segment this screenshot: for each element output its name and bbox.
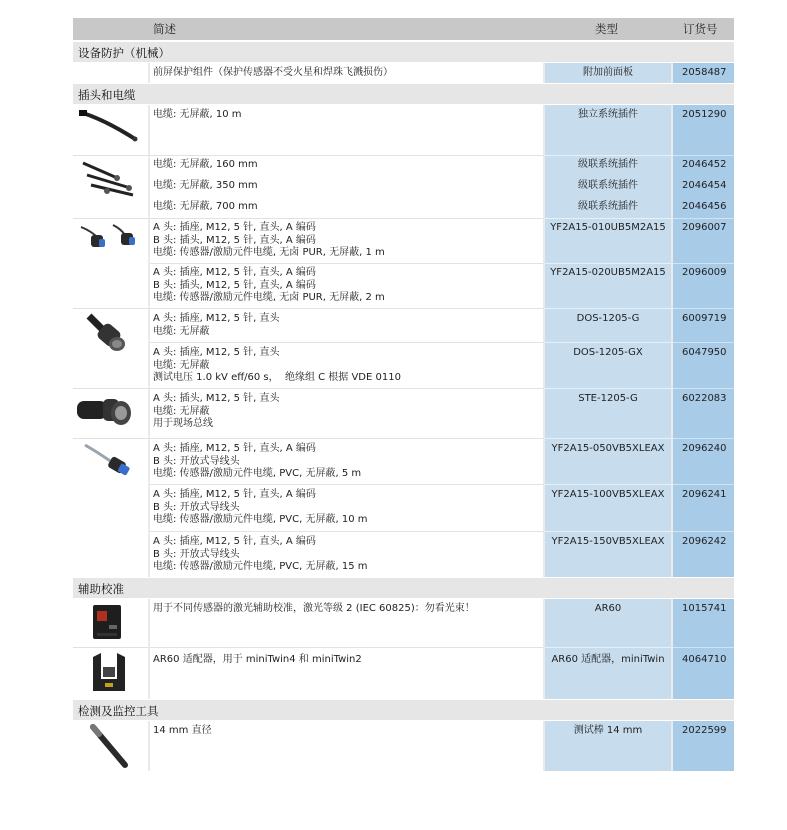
row-description: 用于不同传感器的激光辅助校准，激光等级 2 (IEC 60825)：勿看光束！ [153,603,475,614]
row-description: 电缆: 无屏蔽, 350 mm [153,180,258,191]
header-type: 类型 [595,22,618,36]
row-type: 级联系统插件 [578,159,638,170]
row-order-number: 1015741 [682,603,727,614]
row-order-number: 6022083 [682,393,727,404]
table-row [73,63,734,83]
row-type: YF2A15-100VB5XLEAX [551,489,665,500]
row-type: STE-1205-G [578,393,638,404]
row-type: YF2A15-150VB5XLEAX [551,536,665,547]
row-type: 附加前面板 [583,67,633,78]
short-cables-icon [77,157,143,197]
ar60-laser-device-icon [91,603,123,641]
row-type: DOS-1205-G [576,313,640,324]
table-header [73,18,734,41]
row-description: A 头: 插座, M12, 5 针, 直头, A 编码 B 头: 开放式导线头 电缆: 传感器/激励元件电缆, PVC, 无屏蔽, 15 m [153,536,368,573]
header-description: 简述 [153,22,176,36]
row-description: A 头: 插座, M12, 5 针, 直头, A 编码 B 头: 插头, M12, 5 针, 直头, A 编码 电缆: 传感器/激励元件电缆, 无卤 PUR, 无屏蔽, 1 m [153,222,385,259]
row-description: 前屏保护组件（保护传感器不受火星和焊珠飞溅损伤） [153,67,393,78]
header-order-number: 订货号 [683,22,718,36]
row-description: AR60 适配器，用于 miniTwin4 和 miniTwin2 [153,654,362,665]
row-order-number: 2051290 [682,109,727,120]
row-type: AR60 适配器，miniTwin [551,654,665,665]
section-title: 插头和电缆 [78,88,136,102]
table-group-cables [73,105,734,577]
adapter-bracket-icon [89,651,129,695]
row-order-number: 2096009 [682,267,727,278]
row-order-number: 2096242 [682,536,727,547]
row-description: A 头: 插座, M12, 5 针, 直头 电缆: 无屏蔽 测试电压 1.0 kV eff/60 s， 绝缘组 C 根据 VDE 0110 [153,347,401,384]
row-type: 级联系统插件 [578,180,638,191]
row-description: A 头: 插头, M12, 5 针, 直头 电缆: 无屏蔽 用于现场总线 [153,393,280,430]
section-alignment-aid [73,577,734,599]
section-connectors-cables [73,83,734,105]
accessories-table [73,18,734,771]
cable-with-sensor-icon [77,107,143,147]
section-title: 设备防护（机械） [78,46,170,60]
row-order-number: 2096007 [682,222,727,233]
section-title: 辅助校准 [78,582,124,596]
row-order-number: 4064710 [682,654,727,665]
row-type: AR60 [594,603,622,614]
row-type: 独立系统插件 [578,109,638,120]
row-type: 级联系统插件 [578,201,638,212]
row-type: DOS-1205-GX [573,347,643,358]
row-order-number: 2046456 [682,201,727,212]
section-test-tools [73,699,734,721]
row-type: 测试棒 14 mm [573,725,643,736]
table-group-tools [73,721,734,771]
row-order-number: 2058487 [682,67,727,78]
row-type: YF2A15-010UB5M2A15 [550,222,666,233]
row-description: 电缆: 无屏蔽, 160 mm [153,159,258,170]
m12-male-connector-icon [75,391,145,435]
table-group-alignment [73,599,734,699]
m12-female-connector-icon [85,312,131,356]
row-order-number: 2022599 [682,725,727,736]
row-description: 电缆: 无屏蔽, 10 m [153,109,242,120]
row-order-number: 2096240 [682,443,727,454]
row-order-number: 6009719 [682,313,727,324]
row-type: YF2A15-050VB5XLEAX [551,443,665,454]
row-type: YF2A15-020UB5M2A15 [550,267,666,278]
row-description: 电缆: 无屏蔽, 700 mm [153,201,258,212]
row-description: 14 mm 直径 [153,725,212,736]
section-device-protection [73,41,734,63]
open-end-cable-icon [83,441,139,481]
row-description: A 头: 插座, M12, 5 针, 直头, A 编码 B 头: 开放式导线头 电缆: 传感器/激励元件电缆, PVC, 无屏蔽, 10 m [153,489,368,526]
test-rod-icon [87,723,131,769]
row-order-number: 2046452 [682,159,727,170]
section-title: 检测及监控工具 [78,704,159,718]
m12-cable-pair-icon [77,221,143,255]
row-description: A 头: 插座, M12, 5 针, 直头, A 编码 B 头: 开放式导线头 电缆: 传感器/激励元件电缆, PVC, 无屏蔽, 5 m [153,443,362,480]
row-description: A 头: 插座, M12, 5 针, 直头, A 编码 B 头: 插头, M12, 5 针, 直头, A 编码 电缆: 传感器/激励元件电缆, 无卤 PUR, 无屏蔽, 2 m [153,267,385,304]
row-description: A 头: 插座, M12, 5 针, 直头 电缆: 无屏蔽 [153,313,280,337]
row-order-number: 6047950 [682,347,727,358]
row-order-number: 2096241 [682,489,727,500]
row-order-number: 2046454 [682,180,727,191]
